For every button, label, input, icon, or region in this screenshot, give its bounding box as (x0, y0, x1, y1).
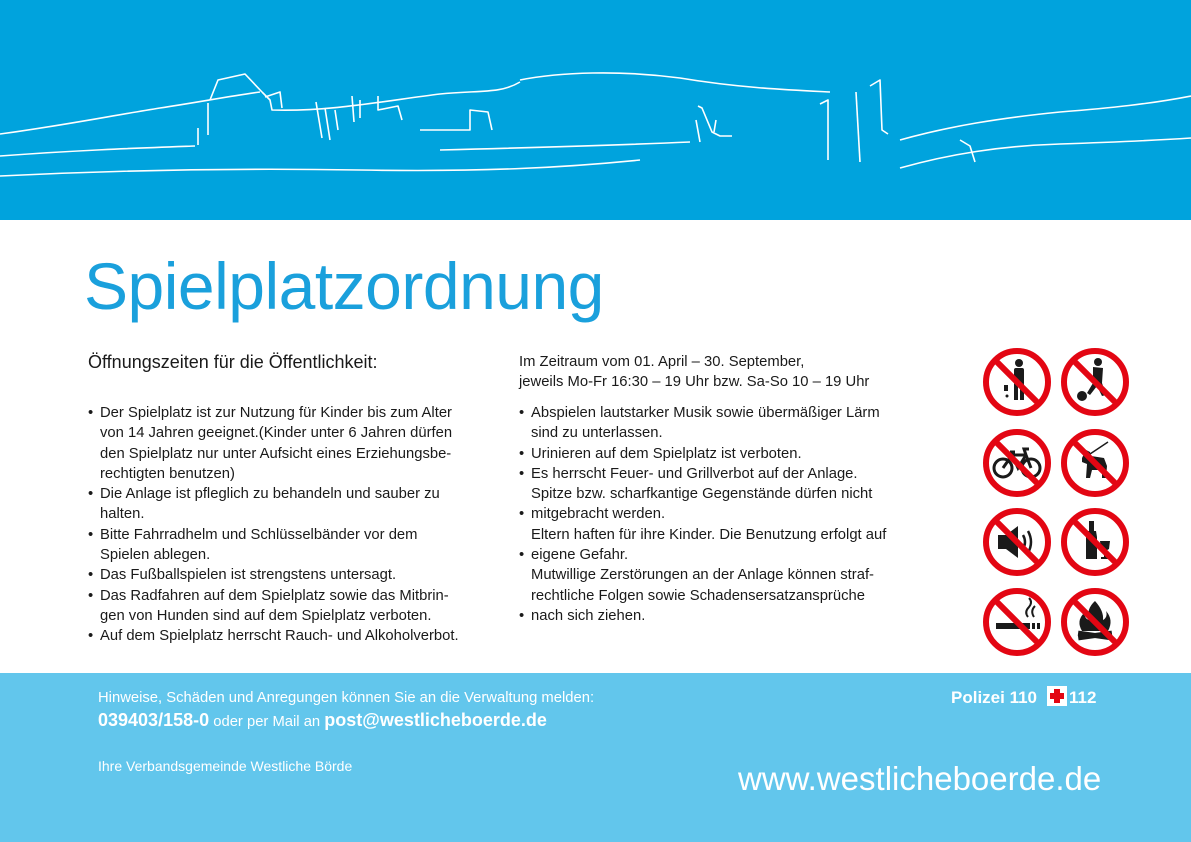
list-item: • eigene Gefahr. (519, 545, 939, 565)
municipality-name: Ihre Verbandsgemeinde Westliche Börde (98, 758, 353, 774)
email-link[interactable]: post@westlicheboerde.de (324, 710, 547, 730)
list-item: halten. (100, 506, 145, 523)
no-fire-icon (1060, 587, 1130, 657)
website-link[interactable]: www.westlicheboerde.de (738, 760, 1102, 797)
list-item: • Abspielen lautstarker Musik sowie übermäßiger Lärm (519, 403, 939, 423)
skyline-outline-illustration (0, 0, 1191, 220)
no-football-icon (1060, 347, 1130, 417)
opening-schedule (519, 352, 939, 392)
footer-contact (98, 710, 547, 731)
schedule-line: Im Zeitraum vom 01. April – 30. September, (519, 354, 805, 370)
no-bicycle-icon (982, 428, 1052, 498)
list-item: • Urinieren auf dem Spielplatz ist verboten. (519, 444, 939, 464)
list-item: • nach sich ziehen. (519, 606, 939, 626)
top-banner (0, 0, 1191, 220)
emergency-number: 112 (1069, 688, 1097, 707)
list-item: Spielen ablegen. (100, 547, 211, 564)
no-urinating-icon (982, 347, 1052, 417)
list-item: • Es herrscht Feuer- und Grillverbot auf der Anlage. (519, 464, 939, 484)
list-item: den Spielplatz nur unter Aufsicht eines Erziehungsbe- (100, 445, 452, 462)
list-item: • Bitte Fahrradhelm und Schlüsselbänder vor dem (88, 525, 508, 545)
list-item: von 14 Jahren geeignet.(Kinder unter 6 Jahren dürfen (100, 425, 453, 442)
list-item: rechtigten benutzen) (100, 465, 235, 482)
list-item: Spitze bzw. scharfkantige Gegenstände dürfen nicht (531, 486, 873, 503)
no-alcohol-icon (1060, 507, 1130, 577)
no-dogs-icon (1060, 428, 1130, 498)
red-cross-icon (1047, 686, 1067, 706)
right-rules-list (519, 403, 939, 626)
list-item: gen von Hunden sind auf dem Spielplatz verboten. (100, 607, 432, 624)
list-item: • Das Radfahren auf dem Spielplatz sowie das Mitbrin- (88, 586, 508, 606)
opening-hours-heading: Öffnungszeiten für die Öffentlichkeit: (88, 352, 378, 372)
list-item: sind zu unterlassen. (531, 425, 663, 442)
list-item: • Die Anlage ist pfleglich zu behandeln und sauber zu (88, 484, 508, 504)
phone-number[interactable]: 039403/158-0 (98, 710, 210, 730)
list-item: Eltern haften für ihre Kinder. Die Benutzung erfolgt auf (531, 526, 887, 543)
schedule-line: jeweils Mo-Fr 16:30 – 19 Uhr bzw. Sa-So 10 – 19 Uhr (519, 374, 870, 390)
list-item: • Das Fußballspielen ist strengstens untersagt. (88, 565, 508, 585)
police-number: Polizei 110 (951, 688, 1037, 707)
list-item: • Auf dem Spielplatz herrscht Rauch- und Alkoholverbot. (88, 626, 508, 646)
page-title: Spielplatzordnung (84, 249, 604, 323)
emergency-numbers (951, 686, 1096, 708)
no-loud-music-icon (982, 507, 1052, 577)
list-item: Mutwillige Zerstörungen an der Anlage können straf- (531, 567, 874, 584)
left-column (88, 352, 508, 647)
no-smoking-icon (982, 587, 1052, 657)
right-column (519, 352, 939, 626)
mail-prefix: oder per Mail an (213, 714, 321, 730)
list-item: rechtliche Folgen sowie Schadensersatzansprüche (531, 587, 865, 604)
list-item: • Der Spielplatz ist zur Nutzung für Kinder bis zum Alter (88, 403, 508, 423)
list-item: • mitgebracht werden. (519, 504, 939, 524)
left-rules-list (88, 403, 508, 647)
footer-notice: Hinweise, Schäden und Anregungen können Sie an die Verwaltung melden: (98, 690, 595, 706)
